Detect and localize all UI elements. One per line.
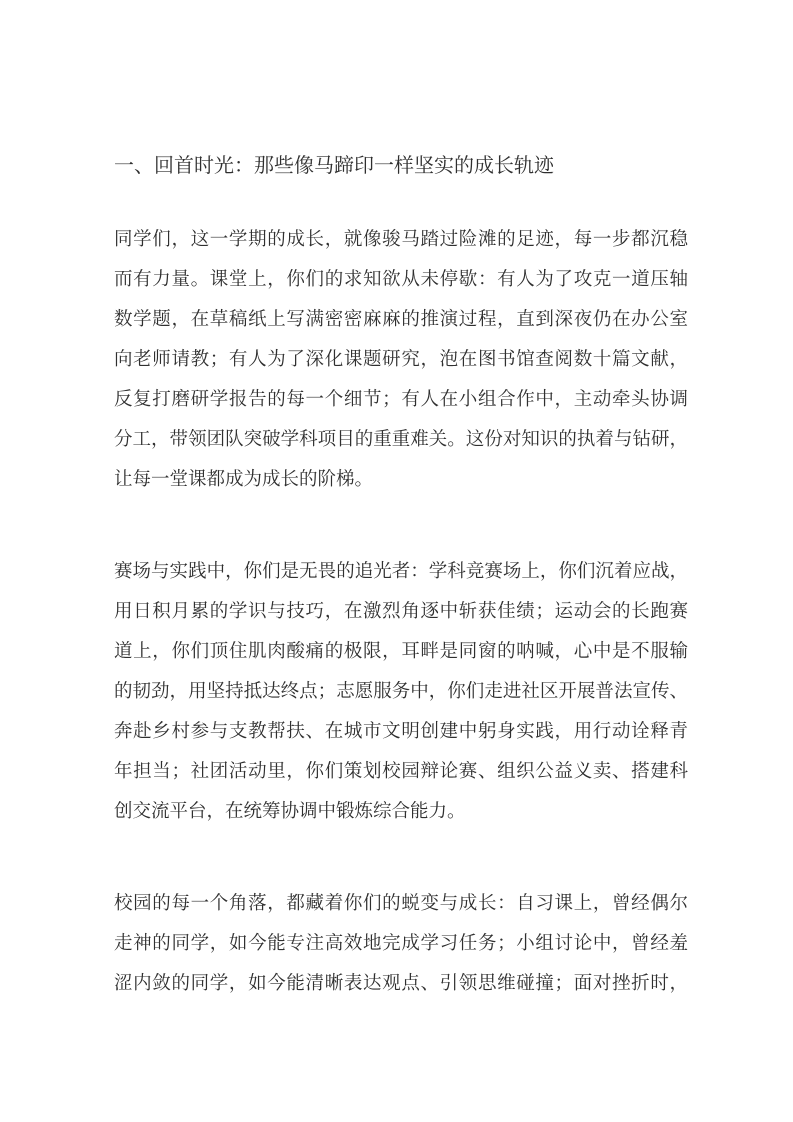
text-line: 赛场与实践中，你们是无畏的追光者：学科竞赛场上，你们沉着应战，: [114, 562, 688, 582]
text-line: 分工，带领团队突破学科项目的重重难关。这份对知识的执着与钻研，: [114, 430, 688, 450]
text-line: 数学题，在草稿纸上写满密密麻麻的推演过程，直到深夜仍在办公室: [114, 310, 688, 330]
paragraph: [114, 552, 688, 832]
text-line: 的韧劲，用坚持抵达终点；志愿服务中，你们走进社区开展普法宣传、: [114, 682, 688, 702]
text-line: 反复打磨研学报告的每一个细节；有人在小组合作中，主动牵头协调: [114, 390, 688, 410]
text-line: 而有力量。课堂上，你们的求知欲从未停歇：有人为了攻克一道压轴: [114, 270, 688, 290]
text-line: 道上，你们顶住肌肉酸痛的极限，耳畔是同窗的呐喊，心中是不服输: [114, 642, 688, 662]
document-content: [114, 146, 688, 1004]
text-line: 奔赴乡村参与支教帮扶、在城市文明创建中躬身实践，用行动诠释青: [114, 722, 688, 742]
text-line: 让每一堂课都成为成长的阶梯。: [114, 470, 374, 490]
text-line: 涩内敛的同学，如今能清晰表达观点、引领思维碰撞；面对挫折时，: [114, 974, 688, 994]
text-line: 向老师请教；有人为了深化课题研究，泡在图书馆查阅数十篇文献，: [114, 350, 688, 370]
text-line: 同学们，这一学期的成长，就像骏马踏过险滩的足迹，每一步都沉稳: [114, 230, 688, 250]
paragraph: [114, 884, 688, 1004]
text-line: 年担当；社团活动里，你们策划校园辩论赛、组织公益义卖、搭建科: [114, 762, 688, 782]
text-line: 走神的同学，如今能专注高效地完成学习任务；小组讨论中，曾经羞: [114, 934, 688, 954]
text-line: 用日积月累的学识与技巧，在激烈角逐中斩获佳绩；运动会的长跑赛: [114, 602, 688, 622]
document-body: [114, 220, 688, 1004]
paragraph: [114, 220, 688, 500]
text-line: 校园的每一个角落，都藏着你们的蜕变与成长：自习课上，曾经偶尔: [114, 894, 688, 914]
section-heading: 一、回首时光：那些像马蹄印一样坚实的成长轨迹: [114, 155, 554, 177]
text-line: 创交流平台，在统筹协调中锻炼综合能力。: [114, 802, 466, 822]
